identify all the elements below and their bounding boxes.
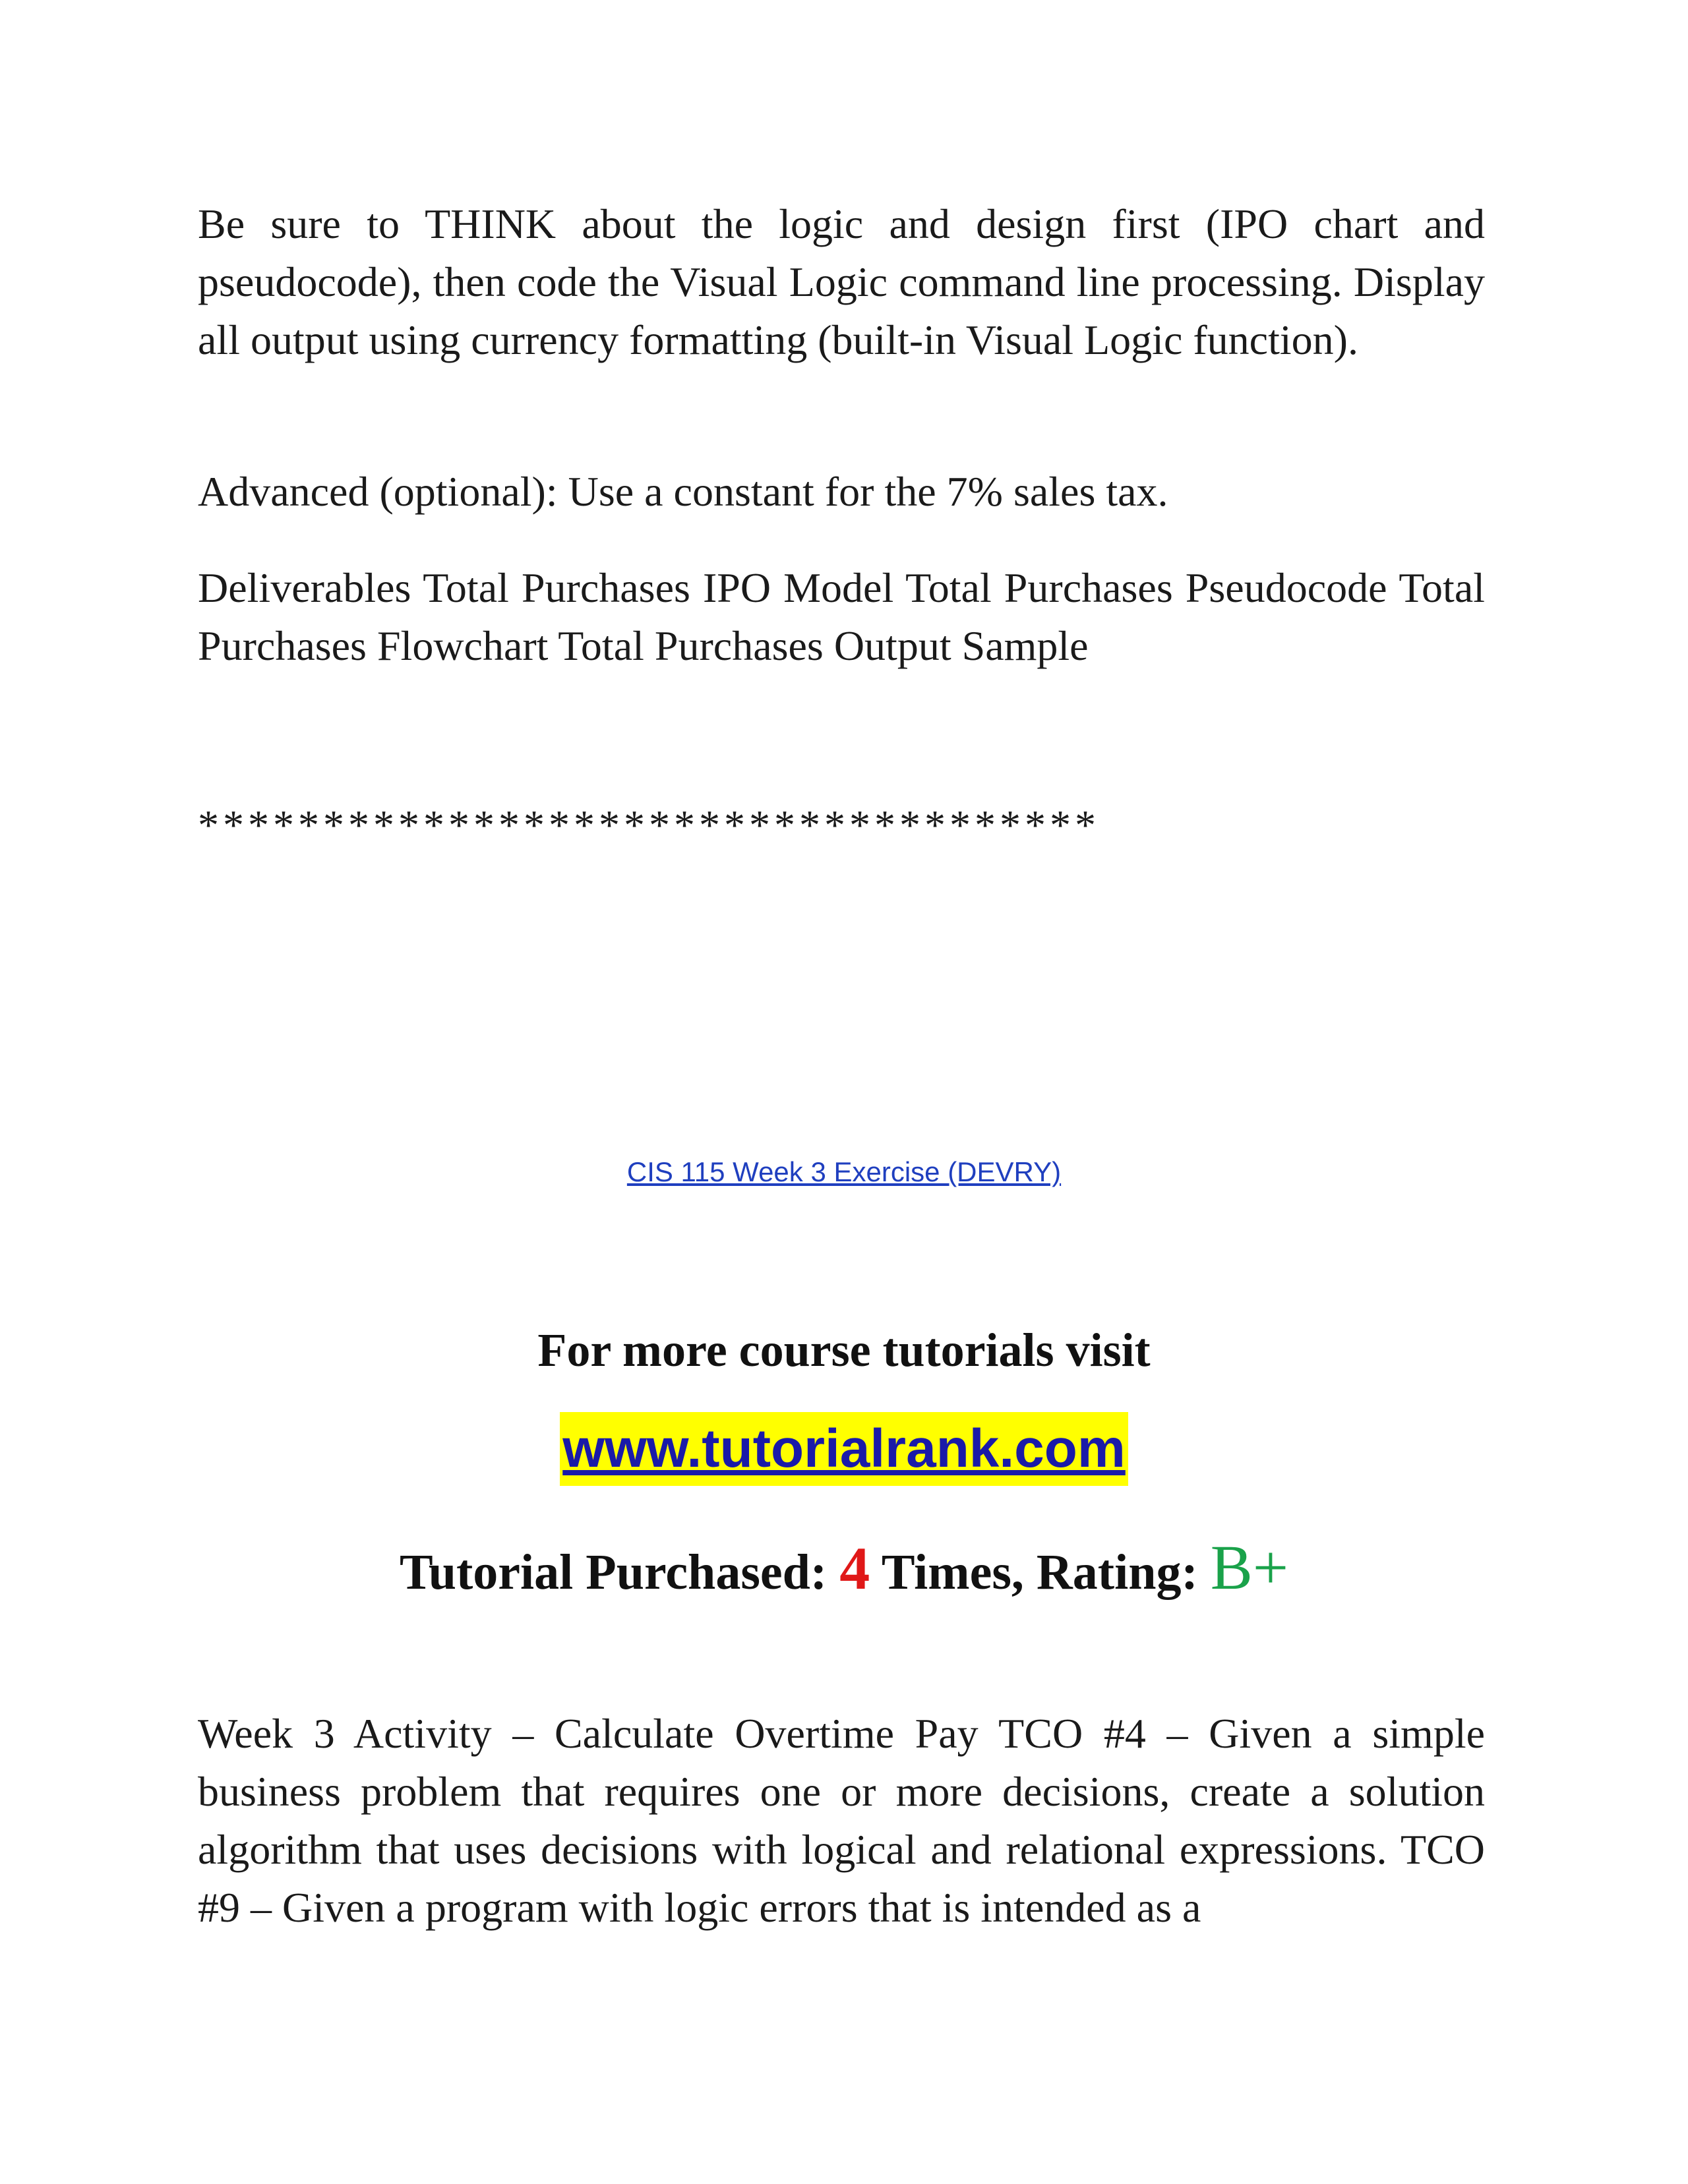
course-link-line [0,1152,1688,1192]
site-link[interactable]: www.tutorialrank.com [560,1412,1128,1486]
purchased-label: Tutorial Purchased: [400,1545,828,1600]
purchase-rating-line [0,1528,1688,1612]
purchased-count: 4 [839,1535,870,1602]
separator-asterisks: ************************************ [198,802,1100,848]
rating-value: B+ [1210,1532,1288,1603]
paragraph-week3-activity: Week 3 Activity – Calculate Overtime Pay TCO #4 – Given a simple business problem that requires one or more decisions, create a solution algorithm that uses decisions with logical and relational expressions. TCO #9 – Given a program with logic errors that is intended as a [198,1710,1485,1931]
times-rating-label: Times, Rating: [881,1545,1198,1600]
site-link-line [0,1412,1688,1486]
paragraph-deliverables: Deliverables Total Purchases IPO Model Total Purchases Pseudocode Total Purchases Flowchart Total Purchases Output Sample [198,564,1485,669]
paragraph-logic-design: Be sure to THINK about the logic and design first (IPO chart and pseudocode), then code the Visual Logic command line processing. Display all output using currency formatting (built-in Visual Logic function). [198,200,1485,363]
promo-heading: For more course tutorials visit [537,1324,1151,1376]
course-link[interactable]: CIS 115 Week 3 Exercise (DEVRY) [626,1156,1062,1187]
paragraph-advanced: Advanced (optional): Use a constant for the 7% sales tax. [198,468,1168,515]
